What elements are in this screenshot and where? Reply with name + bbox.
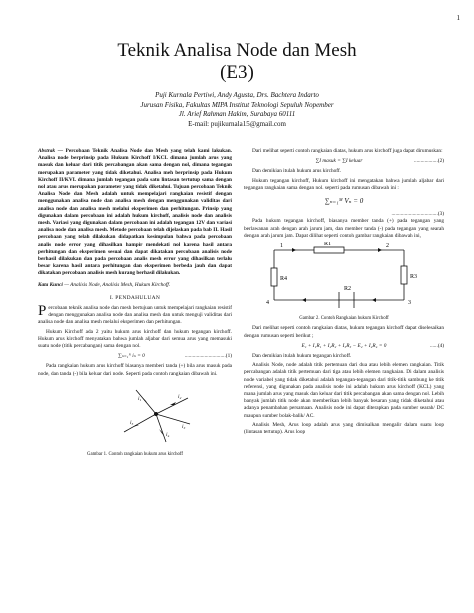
keywords <box>38 282 232 289</box>
fig1-label-i5: i₅ <box>130 419 134 426</box>
equation-1-body: ∑ₙ₌₁ᴺ iₙ = 0 <box>117 353 145 360</box>
fig2-r1: R1 <box>324 242 332 248</box>
right-paragraph-5: Dari melihat seperti contoh rangkaian diatas, hukum tegangan kirchoff dapat diselesaikan dengan rumusan seperti berikut ; <box>244 325 444 339</box>
fig1-label-i3: i₃ <box>182 423 186 430</box>
equation-2-body: ∑I masuk = ∑I keluar <box>315 158 363 165</box>
abstract <box>38 148 232 278</box>
affiliation: Jurusan Fisika, Fakultas MIPA Institut Teknologi Sepuluh Nopember <box>140 100 334 109</box>
intro-paragraph-2: Hukum Kirchoff ada 2 yaitu hukum arus kirchoff dan hukum tegangan kirchoff. Hukum arus kirchoff menyatakan bahwa jumlah aljabar dari semua arus yang memasuki suatu node (titik percabangan) sama dengan nol. <box>38 328 232 350</box>
fig2-node-2: 2 <box>386 243 389 250</box>
equation-4-number: ......(4) <box>429 342 444 349</box>
right-paragraph-6: Dan demikian itulah hukum tegangan kirchoff. <box>252 353 352 360</box>
right-paragraph-8: Analisis Mesh, Arus loop adalah arus yang dimisalkan mengalir dalam suatu loop (lintasan tertutup). Arus loop <box>244 421 444 436</box>
figure-1-caption: Gambar 1. Contoh rangkaian hukum arus kirchoff <box>87 452 183 458</box>
keywords-label: Kata Kunci <box>38 281 63 288</box>
fig2-r4: R4 <box>280 276 288 283</box>
drop-cap: P <box>38 303 47 320</box>
right-column <box>244 148 444 438</box>
fig1-label-i2: i₂ <box>178 393 182 400</box>
figure-2-caption: Gambar 2. Contoh Rangkaian hukum Kirchoff <box>299 316 389 322</box>
fig1-label-i4: i₄ <box>166 431 170 438</box>
equation-2 <box>244 158 444 165</box>
equation-4-body: E₁ + I₁R₁ + I₂R₂ + I₃R₃ − E₂ + I₄R₄ = 0 <box>301 342 387 349</box>
right-paragraph-2: Dan demikian itulah hukum arus kirchoff. <box>252 168 342 175</box>
intro-paragraph-1 <box>38 305 232 327</box>
equation-2-number: ..................(2) <box>413 158 444 165</box>
author-block <box>0 91 474 129</box>
intro-text-1: ercobaan teknik analisa node dan mesh bertujuan untuk mempelajari rangkaian resistif dengan menggunakan analisa node dan analisa mesh dan untuk menguji validitas dari analisa node dan analisa mesh melalui eksperimen dan perhitungan. <box>38 305 232 326</box>
fig1-label-i1: i₁ <box>138 395 142 402</box>
abstract-label: Abstrak <box>38 148 56 154</box>
left-column <box>38 148 232 461</box>
equation-4 <box>244 343 444 350</box>
section-heading: I. PENDAHULUAN <box>109 294 161 301</box>
fig2-r2: R2 <box>344 286 352 293</box>
page-number: 1 <box>456 14 460 22</box>
address: Jl. Arief Rahman Hakim, Surabaya 60111 <box>178 110 296 118</box>
figure-1-node-diagram <box>38 380 232 446</box>
right-paragraph-4: Pada hukum tegangan kirchoff, biasanya member tanda (+) pada tegangan yang berlawanan arah dengan arah jarum jam, dan member tanda (-) pada tegangan yang searah dengan arah jarum jam. Dapat dilihat seperti contoh gambar rangkaian dibawah ini, <box>244 218 444 239</box>
fig2-node-1: 1 <box>280 243 283 250</box>
right-paragraph-1: Dari melihat seperti contoh rangkaian diatas, hukum arus kirchoff juga dapat dirumuskan: <box>252 148 443 154</box>
fig2-node-4: 4 <box>266 300 269 307</box>
right-paragraph-7: Analisis Node, node adalah titik pertemuan dari dua atau lebih elemen rangkaian. Titik percabangan adalah titik pertemuan dari tiga atau lebih elemen rangkaian. Di dalam analisis node variabel yang tidak diketahui adalah tegangan-tegangan dari titik-titik sambung ke titik referensi, yang digunakan pada analisis node ini adalah hukum arus kirchoff (KCL) yang mana jumlah arus yang masuk dan keluar dari titik percabangan akan sama dengan nol. Lebih banyak jumlah titik node akan memberikan lebih banyak besaran yang tidak diketahui atau adanya penambahan persamaan. Analisis node ini dapat diterapkan pada sumber searah/ DC maupun sumber bolak-balik/ AC. <box>244 362 444 419</box>
fig2-node-3: 3 <box>408 300 411 307</box>
paper-title <box>0 40 474 84</box>
email: E-mail: pujikurnala15@gmail.com <box>188 119 286 128</box>
right-paragraph-3: Hukum tegangan kirchoff, Hukum kirchoff ini mengatakan bahwa jumlah aljabar dari tegangan rangkaian sama dengan nol. seperti pada rumusan dibawah ini : <box>244 177 444 191</box>
title-line-1: Teknik Analisa Node dan Mesh <box>117 40 357 61</box>
equation-3-number: ...................................(3) <box>391 211 444 218</box>
figure-2-circuit-diagram <box>244 242 444 310</box>
title-line-2: (E3) <box>220 62 254 83</box>
fig2-r3: R3 <box>410 274 418 281</box>
equation-1 <box>38 353 232 360</box>
intro-paragraph-3: Pada rangkaian hukum arus kirchoff biasanya memberi tanda (+) bila arus masuk pada node, dan tanda (-) bila keluar dari node. Seperti pada contoh rangkaian dibawah ini. <box>38 363 232 377</box>
keywords-text: — Analisis Node, Analisis Mesh, Hukum Kirchoff. <box>64 281 171 288</box>
abstract-text: — Percobaan Teknik Analisa Node dan Mesh yang telah kami lakukan. Analisa node berprinsip pada Hukum Kirchoff I/KCL dimana jumlah arus yang masuk dan keluar dari titik percabangan akan sama dengan nol, dimana tegangan merupakan parameter yang tidak diketahui. Analisa meh berprinsip pada Hukum Kirchoff II/KVL dimana jumlah tegangan pada satu lintasan tertutup sama dengan nol atau arus merupakan parameter yang tidak diketahui. Tujuan percobaan Teknik Analisa Node dan Mesh adalah untuk mempelajari rangkaian resistif dengan menggunakan analisa node dan analisa mesh dengan menggunakan validitas dari analisa node dan analisa mesh melalui eksperimen dan perhitungan. Prinsip yang digunakan dalam percobaan ini adalah hukum kirchoff, analisis node dan analisis mesh. Variasi yang digunakan dalam percobaan ini adalah tegangan 12V dan variasi analisa node dan analisa mesh. Metode percobaan telah dijelaskan pada bab II. Hasil percobaan yang telah dilakukan didapatkan kesimpulan bahwa pada percobaan analis node error yang dihasilkan hampir mendekati nol karena hasil antara perhitungan dan eksperimen sesuai dan dapat dikatakan percobaan analisis node berhasil dilakukan dan pada percobaan analis mesh error yang dihasilkan terlalu besar karena hasil antara perhitungan dan eksperimen berbeda jauh dan dapat dikatakan percobaan analisis mesh kurang berhasil dilakukan. <box>38 148 232 277</box>
equation-1-number: ...............................(1) <box>184 353 232 360</box>
authors: Puji Kurnala Pertiwi, Andy Agusta, Drs. Bachtera Indarto <box>155 91 319 99</box>
equation-3-body: ∑ₙ₌₁ᴹ Vₙ = 0 <box>324 197 364 206</box>
